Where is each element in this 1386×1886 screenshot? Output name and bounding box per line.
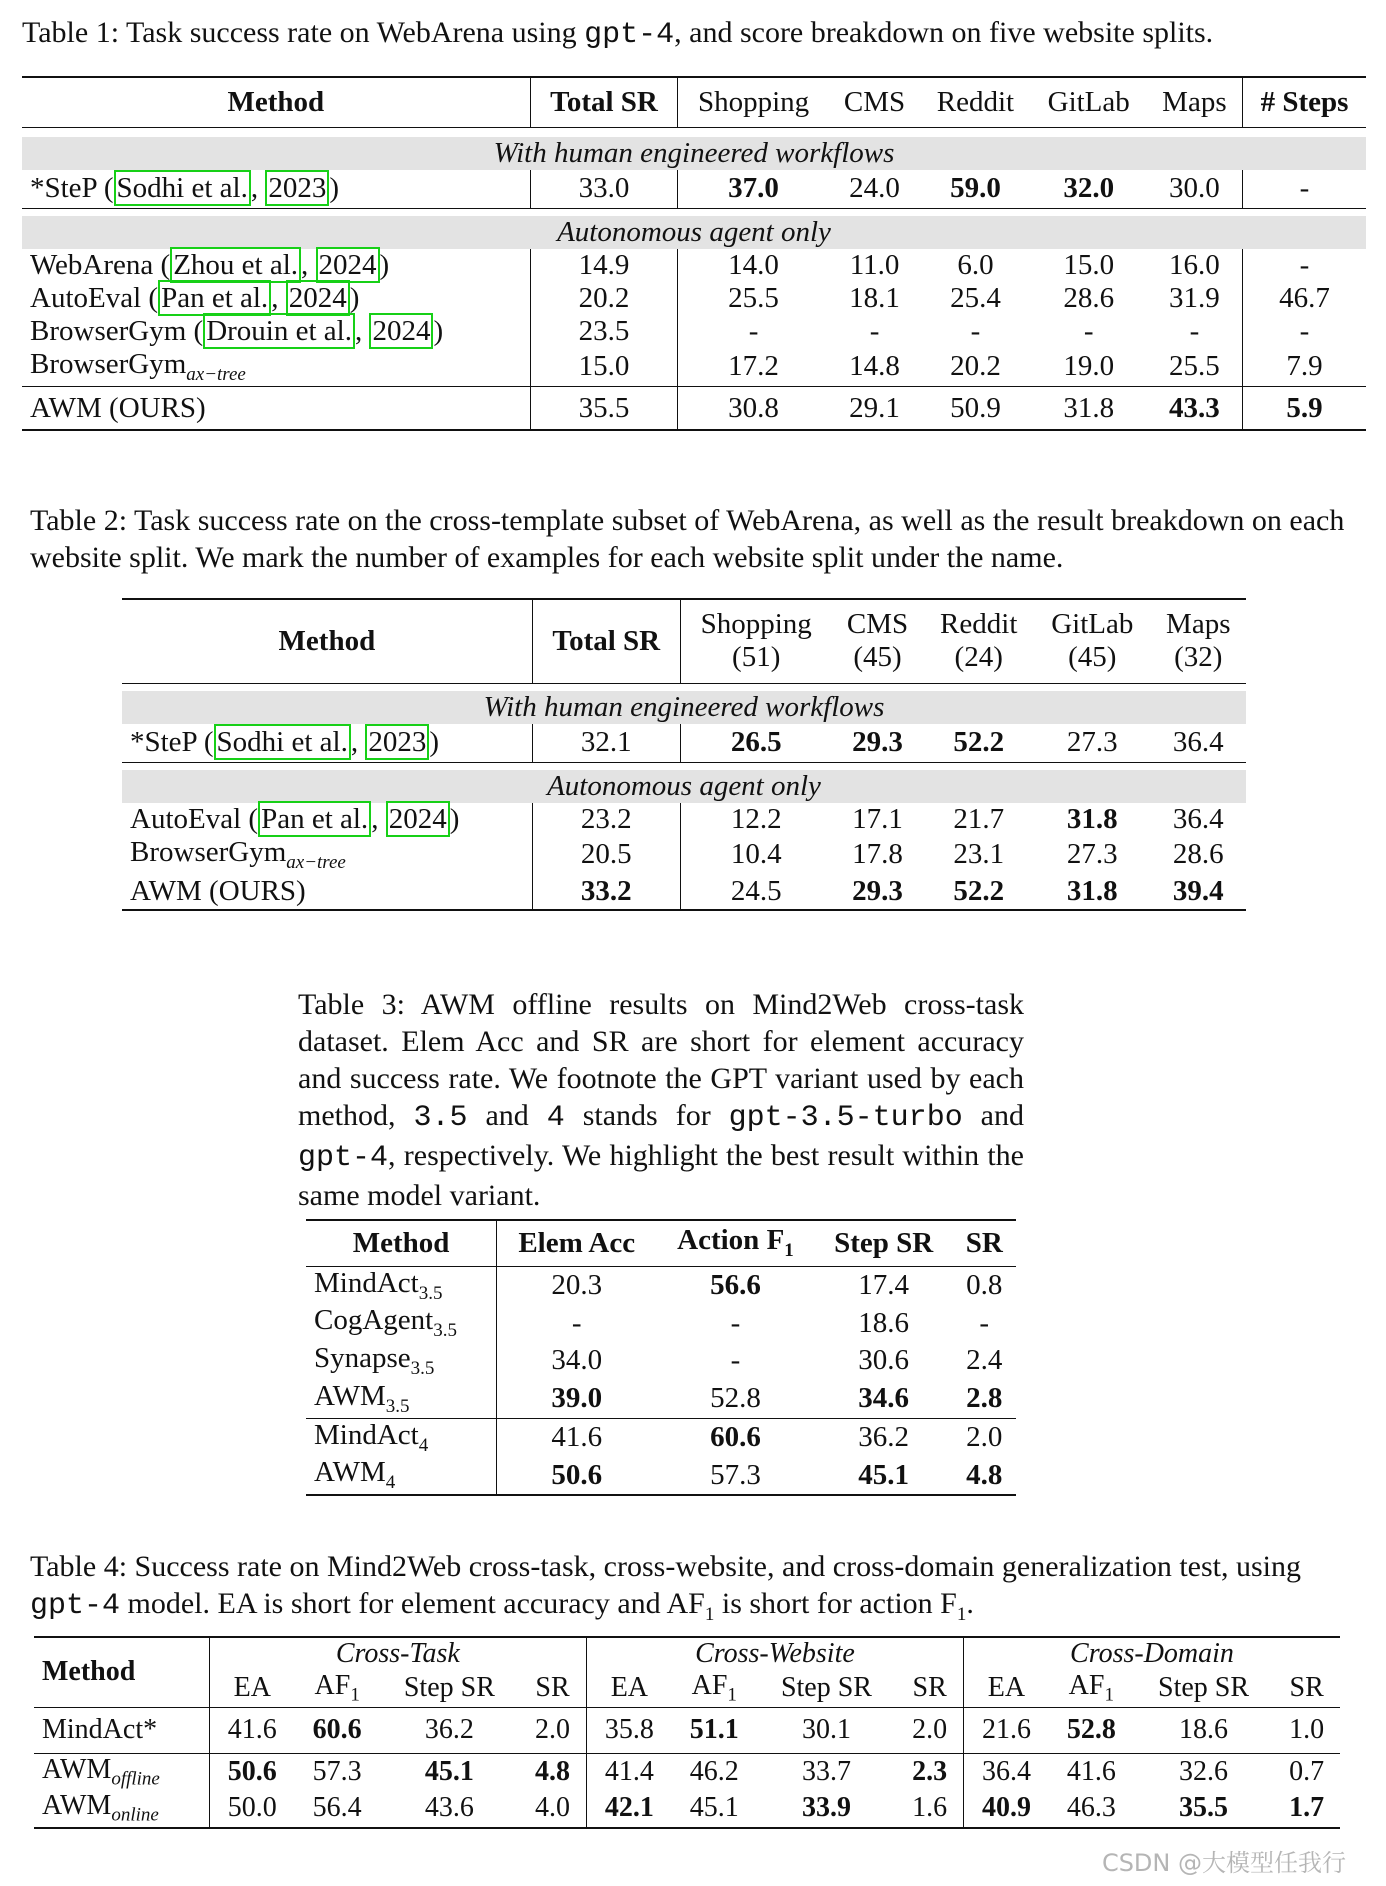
cell: 29.3 <box>852 874 903 907</box>
cell: 24.5 <box>730 874 782 907</box>
t2-h-cms: CMS (45) <box>846 608 909 674</box>
t2-h-total: Total SR <box>532 599 680 683</box>
citation-link[interactable]: 2023 <box>265 170 329 206</box>
t4-h-stepsr: Step SR <box>403 1672 495 1704</box>
t1-h-steps: # Steps <box>1260 85 1349 118</box>
cell: 42.1 <box>604 1792 654 1824</box>
cell: 32.1 <box>532 724 680 762</box>
cell: 46.2 <box>689 1755 739 1787</box>
cell: 28.6 <box>1172 838 1224 871</box>
t1-h-cms: CMS <box>843 85 906 118</box>
t1-row-webarena: WebArena ( Zhou et al. , 2024 ) <box>22 249 530 282</box>
cell: 34.6 <box>858 1382 910 1415</box>
cell: 16.0 <box>1147 249 1243 282</box>
t4-h-stepsr: Step SR <box>1158 1672 1250 1704</box>
cell: 15.0 <box>1063 249 1115 281</box>
cell: 20.5 <box>532 836 680 874</box>
cell: 50.6 <box>227 1755 277 1787</box>
cell: 33.2 <box>532 874 680 910</box>
cell: 10.4 <box>730 838 782 871</box>
cell: 56.4 <box>312 1792 362 1824</box>
t4-h-sr: SR <box>519 1670 586 1707</box>
table3-caption: Table 3: AWM offline results on Mind2Web cross-task dataset. Elem Acc and SR are short for element accuracy and success rate. We footnote the GPT variant used by each method, 3.5 and 4 stands for gpt-3.5-turbo and gpt-4, respectively. We highlight the best result within the same model variant. <box>298 988 1024 1212</box>
cell: 41.6 <box>1066 1755 1116 1787</box>
cell: 7.9 <box>1286 350 1323 383</box>
table4-caption: Table 4: Success rate on Mind2Web cross-task, cross-website, and cross-domain generalization test, using gpt-4 model. EA is short for element accuracy and $AF_1$ is short for action $F_1$. <box>30 1550 1301 1625</box>
t4-h-stepsr: Step SR <box>780 1672 872 1704</box>
cell: 29.1 <box>849 391 900 424</box>
cell: 1.0 <box>1289 1714 1325 1746</box>
cell: 15.0 <box>530 348 678 386</box>
cell: - <box>1299 249 1310 281</box>
t2-row-autoeval: AutoEval ( Pan et al. , 2024 ) <box>122 803 532 836</box>
t1-section-auto: Autonomous agent only <box>22 216 1366 249</box>
t1-h-method: Method <box>22 77 530 127</box>
cell: 26.5 <box>730 726 782 759</box>
cell: 21.7 <box>953 803 1005 835</box>
cell: 30.0 <box>1147 170 1243 208</box>
cell: 17.4 <box>858 1268 910 1301</box>
cell: 52.8 <box>710 1382 761 1415</box>
t2-h-gitlab: GitLab (45) <box>1051 608 1134 674</box>
cell: 6.0 <box>957 249 994 281</box>
cell: - <box>970 315 981 347</box>
cell: 56.6 <box>710 1268 761 1301</box>
cell: 30.6 <box>858 1344 910 1377</box>
cell: 36.4 <box>1172 726 1224 759</box>
table1 <box>22 76 1366 431</box>
cell: - <box>869 315 880 347</box>
t1-h-reddit: Reddit <box>936 85 1015 118</box>
cell: 2.0 <box>896 1707 963 1753</box>
cell: 51.1 <box>689 1714 739 1746</box>
cell: 36.2 <box>424 1714 474 1746</box>
cell: 45.1 <box>858 1458 910 1491</box>
cell: 24.0 <box>849 172 900 205</box>
cell: - <box>979 1306 990 1339</box>
cell: 30.8 <box>728 391 779 424</box>
cell: 17.1 <box>852 803 903 835</box>
cell: 34.0 <box>551 1344 603 1377</box>
t2-h-maps: Maps (32) <box>1166 608 1231 674</box>
t3-row-cogagent35: CogAgent$_{3.5}$ <box>306 1304 497 1342</box>
citation-link[interactable]: Pan et al. <box>158 280 271 316</box>
cell: 4.0 <box>519 1790 586 1828</box>
cell: 0.8 <box>966 1268 1003 1301</box>
cell: 31.8 <box>1066 803 1118 835</box>
t4-h-sr: SR <box>1289 1672 1324 1704</box>
table3 <box>306 1219 1016 1496</box>
cell: 33.0 <box>530 170 678 208</box>
cell: 31.8 <box>1063 391 1115 424</box>
cell: 57.3 <box>710 1458 761 1491</box>
cell: 14.8 <box>849 350 900 383</box>
cell: 20.3 <box>551 1268 603 1301</box>
cell: 31.8 <box>1066 874 1118 907</box>
t1-h-shopping: Shopping <box>697 85 810 118</box>
t1-row-browsergym-ax: BrowserGym$_{ax-tree}$ <box>22 348 530 386</box>
cell: 45.1 <box>424 1755 474 1787</box>
cell: 59.0 <box>950 172 1001 205</box>
t1-row-awm: AWM (OURS) <box>22 386 530 430</box>
cell: 46.7 <box>1279 282 1330 314</box>
cell: 20.2 <box>530 282 678 315</box>
cell: 20.2 <box>950 350 1001 383</box>
t4-h-af1: $AF_1$ <box>1068 1670 1114 1706</box>
t4-h-af1: $AF_1$ <box>314 1670 360 1706</box>
cell: 1.7 <box>1289 1792 1325 1824</box>
cell: 50.6 <box>551 1458 603 1491</box>
cell: 28.6 <box>1063 282 1115 314</box>
cell: 1.6 <box>896 1790 963 1828</box>
cell: 36.4 <box>981 1755 1031 1787</box>
cell: 18.6 <box>858 1306 910 1339</box>
cell: 45.1 <box>689 1792 739 1824</box>
cell: 0.7 <box>1289 1755 1325 1787</box>
t3-h-method: Method <box>306 1220 497 1266</box>
cell: 30.1 <box>801 1714 851 1746</box>
cell: 23.1 <box>953 838 1005 871</box>
t1-section-human: With human engineered workflows <box>22 137 1366 170</box>
cell: 57.3 <box>312 1755 362 1787</box>
cell: 17.8 <box>852 838 903 871</box>
cell: - <box>1299 172 1310 205</box>
cell: 4.8 <box>966 1458 1003 1491</box>
cell: - <box>1299 315 1310 347</box>
watermark: CSDN @大模型任我行 <box>1101 1849 1346 1877</box>
cell: 39.4 <box>1172 874 1224 907</box>
t4-h-af1: $AF_1$ <box>691 1670 737 1706</box>
cell: 33.9 <box>801 1792 851 1824</box>
cell: 11.0 <box>849 249 900 281</box>
cell: - <box>1147 315 1243 348</box>
table2 <box>122 598 1246 911</box>
cell: 50.0 <box>227 1792 277 1824</box>
cell: 14.0 <box>728 249 779 281</box>
t2-section-auto: Autonomous agent only <box>122 770 1246 803</box>
citation-link[interactable]: Zhou et al. <box>170 247 301 283</box>
cell: 52.2 <box>953 726 1005 759</box>
cell: 35.5 <box>1179 1792 1229 1824</box>
cell: 46.3 <box>1066 1792 1116 1824</box>
cell: 39.0 <box>551 1382 603 1415</box>
t3-h-sr: SR <box>965 1226 1003 1259</box>
cell: 23.2 <box>532 803 680 836</box>
t4-h-method: Method <box>34 1637 209 1707</box>
t1-row-autoeval: AutoEval ( Pan et al. , 2024 ) <box>22 282 530 315</box>
cell: 25.4 <box>950 282 1001 314</box>
t2-row-browsergym-ax: BrowserGym$_{ax-tree}$ <box>122 836 532 874</box>
cell: 17.2 <box>728 350 779 383</box>
cell: 29.3 <box>852 726 903 759</box>
cell: 2.8 <box>966 1382 1003 1415</box>
cell: 27.3 <box>1066 838 1118 871</box>
cell: 33.7 <box>801 1755 851 1787</box>
t1-row-browsergym: BrowserGym ( Drouin et al. , 2024 ) <box>22 315 530 348</box>
cell: 52.2 <box>953 874 1005 907</box>
t4-h-ea: EA <box>610 1672 649 1704</box>
cell: 2.4 <box>966 1344 1003 1377</box>
cell: 2.3 <box>896 1753 963 1790</box>
t4-h-ea: EA <box>987 1672 1026 1704</box>
cell: 60.6 <box>710 1421 761 1454</box>
citation-link[interactable]: 2024 <box>386 801 450 837</box>
cell: 27.3 <box>1066 726 1118 759</box>
citation-link[interactable]: 2023 <box>365 724 429 760</box>
cell: 41.4 <box>604 1755 654 1787</box>
citation-link[interactable]: Drouin et al. <box>203 313 355 349</box>
cell: 37.0 <box>728 172 779 205</box>
t3-row-mindact4: MindAct$_4$ <box>306 1418 497 1456</box>
cell: 18.1 <box>849 282 900 314</box>
cell: - <box>1083 315 1094 347</box>
t2-row-step: *SteP ( Sodhi et al. , 2023 ) <box>122 724 532 762</box>
citation-link[interactable]: 2024 <box>316 247 380 283</box>
t1-h-gitlab: GitLab <box>1047 85 1130 118</box>
t4-row-mindact: MindAct* <box>34 1707 209 1753</box>
cell: 2.0 <box>966 1421 1003 1454</box>
table1-caption: Table 1: Task success rate on WebArena using gpt-4, and score breakdown on five website splits. <box>22 16 1214 52</box>
cell: 21.6 <box>981 1714 1031 1746</box>
cell: 5.9 <box>1286 391 1323 424</box>
cell: 43.3 <box>1147 386 1243 430</box>
cell: 36.4 <box>1172 803 1224 835</box>
t3-row-mindact35: MindAct$_{3.5}$ <box>306 1266 497 1304</box>
cell: 35.5 <box>530 386 678 430</box>
cell: 12.2 <box>730 803 782 835</box>
citation-link[interactable]: 2024 <box>286 280 350 316</box>
cell: - <box>748 315 759 347</box>
t4-row-awm-offline: $AWM_{offline}$ <box>34 1753 209 1790</box>
t3-h-stepsr: Step SR <box>834 1226 934 1259</box>
citation-link[interactable]: Sodhi et al. <box>214 724 351 760</box>
cell: - <box>730 1306 741 1339</box>
cell: 2.0 <box>519 1707 586 1753</box>
t3-h-elemacc: Elem Acc <box>518 1226 636 1259</box>
t1-row-step: *SteP ( Sodhi et al. , 2023 ) <box>22 170 530 208</box>
t1-h-maps: Maps <box>1147 77 1243 127</box>
cell: 50.9 <box>950 391 1001 424</box>
t4-h-crossdomain: Cross-Domain <box>1070 1638 1234 1669</box>
cell: 52.8 <box>1066 1714 1116 1746</box>
table2-caption: Table 2: Task success rate on the cross-template subset of WebArena, as well as the result breakdown on each website split. We mark the number of examples for each website split under the name. <box>30 504 1345 574</box>
cell: 32.0 <box>1063 172 1115 205</box>
t2-h-method: Method <box>122 599 532 683</box>
cell: 60.6 <box>312 1714 362 1746</box>
t3-row-awm35: $AWM_{3.5}$ <box>306 1380 497 1418</box>
cell: 14.9 <box>530 249 678 282</box>
t2-h-shopping: Shopping (51) <box>700 608 812 674</box>
t3-h-actionf1: Action $F_1$ <box>677 1224 794 1262</box>
cell: 31.9 <box>1147 282 1243 315</box>
cell: 43.6 <box>424 1792 474 1824</box>
t3-row-awm4: $AWM_4$ <box>306 1456 497 1495</box>
t2-h-reddit: Reddit (24) <box>940 608 1018 674</box>
t4-h-crosstask: Cross-Task <box>209 1637 586 1670</box>
cell: 36.2 <box>858 1421 910 1454</box>
t4-h-sr: SR <box>896 1670 963 1707</box>
citation-link[interactable]: Sodhi et al. <box>114 170 251 206</box>
t4-h-crosswebsite: Cross-Website <box>586 1637 963 1670</box>
cell: 41.6 <box>551 1421 603 1454</box>
cell: 4.8 <box>519 1753 586 1790</box>
citation-link[interactable]: 2024 <box>369 313 433 349</box>
cell: 25.5 <box>728 282 779 314</box>
cell: 23.5 <box>530 315 678 348</box>
t4-row-awm-online: $AWM_{online}$ <box>34 1790 209 1828</box>
t2-section-human: With human engineered workflows <box>122 691 1246 724</box>
cell: 25.5 <box>1147 348 1243 386</box>
table4 <box>34 1636 1340 1829</box>
cell: 41.6 <box>227 1714 277 1746</box>
cell: 35.8 <box>604 1714 654 1746</box>
cell: - <box>571 1306 582 1339</box>
cell: - <box>730 1344 741 1377</box>
t2-row-awm: AWM (OURS) <box>122 874 532 910</box>
cell: 40.9 <box>981 1792 1031 1824</box>
t1-h-total: Total SR <box>530 77 678 127</box>
t4-h-ea: EA <box>233 1672 271 1704</box>
cell: 19.0 <box>1063 350 1115 383</box>
cell: 32.6 <box>1179 1755 1229 1787</box>
cell: 18.6 <box>1179 1714 1229 1746</box>
citation-link[interactable]: Pan et al. <box>258 801 371 837</box>
t3-row-synapse35: Synapse$_{3.5}$ <box>306 1342 497 1380</box>
